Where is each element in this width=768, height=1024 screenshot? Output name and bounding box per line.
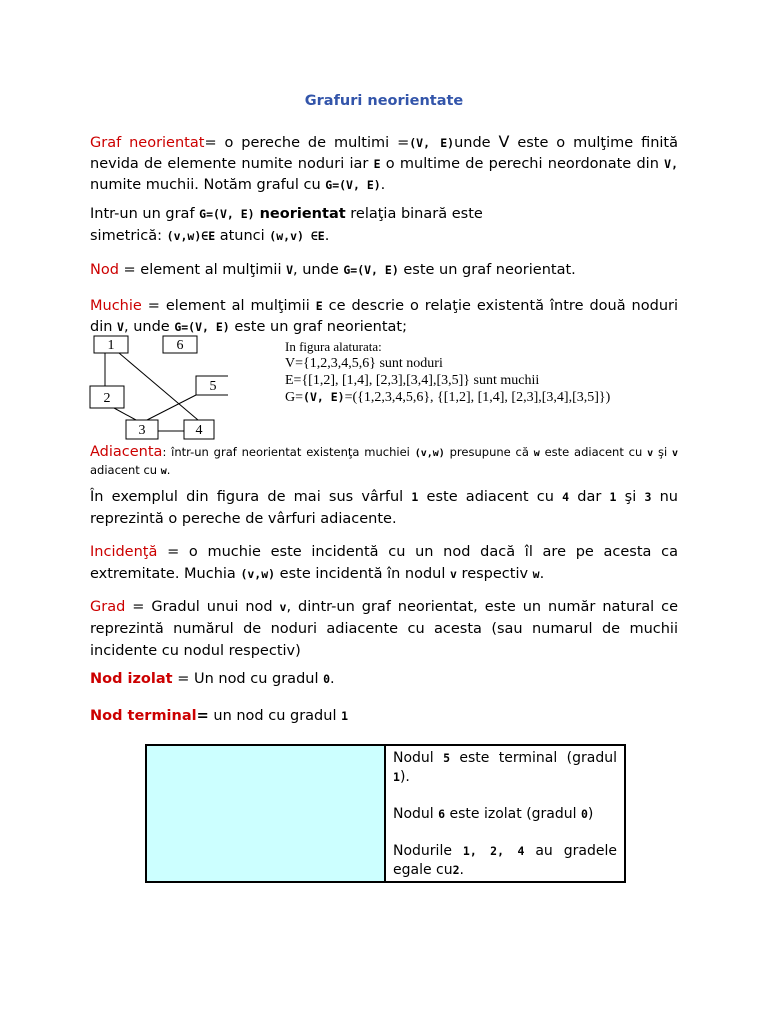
node-4 [184,420,214,439]
svg-text:5: 5 [209,379,217,394]
table-line-nod-6: Nodul 6 este izolat (gradul 0) [393,806,594,822]
definition-nod: Nod = element al mulţimii V, unde G=(V, E) este un graf neorientat. [90,262,576,278]
term-nod-terminal: Nod terminal [90,708,197,724]
node-1 [94,336,128,353]
table-line-noduri-1-2-4: Nodurile 1, 2, 4 au gradele egale cu2. [393,843,617,878]
svg-text:6: 6 [176,338,184,353]
table-line-nod-5: Nodul 5 este terminal (gradul 1). [393,750,617,785]
definition-nod-terminal: Nod terminal= un nod cu gradul 1 [90,708,349,724]
definition-graf-neorientat: Graf neorientat= o pereche de multimi =(V, E)unde V este o mulţime finită nevida de elemente numite noduri iar E o multime de perechi neordonate din V, numite muchii. Notăm graful cu G=(V, E). [90,132,678,193]
svg-text:3: 3 [138,423,146,438]
table-cell-text [393,749,617,880]
definition-muchie: Muchie = element al mulţimii E ce descrie o relaţie existentă între două noduri din V, unde G=(V, E) este un graf neorientat; [90,298,679,335]
definition-nod-izolat: Nod izolat = Un nod cu gradul 0. [90,671,335,687]
term-nod: Nod [90,262,119,278]
definition-grad: Grad = Gradul unui nod v, dintr-un graf neorientat, este un număr natural ce reprezintă numărul de noduri adiacente cu acesta (sau numarul de muchii incidente cu nodul respectiv) [90,599,678,659]
svg-text:4: 4 [195,423,203,438]
edge-3-5 [147,395,196,420]
term-graf-neorientat: Graf neorientat [90,135,205,151]
node-2 [90,386,124,408]
paragraph-simetrie: Intr-un un graf G=(V, E) neorientat relaţia binară este simetrică: (v,w)∈E atunci (w,v) ∈E. [90,206,483,244]
term-grad: Grad [90,599,126,615]
table-cell-empty [147,746,386,881]
paragraph-exemplu: În exemplul din figura de mai sus vârful 1 este adiacent cu 4 dar 1 şi 3 nu reprezintă o pereche de vârfuri adiacente. [90,489,678,527]
definition-adiacenta: Adiacenta: într-un graf neorientat existenţa muchiei (v,w) presupune că w este adiacent cu v şi v adiacent cu w. [90,444,679,477]
term-adiacenta: Adiacenta [90,444,163,460]
graph-figure [88,334,228,442]
term-incidenta: Incidenţă [90,544,158,560]
figure-caption: In figura alaturata: V={1,2,3,4,5,6} sunt noduri E={[1,2], [1,4], [2,3],[3,4],[3,5]} sunt muchii G=(V, E)=({1,2,3,4,5,6}, {[1,2], [1,4], [2,3],[3,4],[3,5]}) [285,339,611,405]
page-title: Grafuri neorientate [304,93,464,109]
term-muchie: Muchie [90,298,142,314]
node-5 [196,376,228,395]
node-6 [163,336,197,353]
svg-text:2: 2 [103,391,111,406]
term-nod-izolat: Nod izolat [90,671,173,687]
edge-1-4 [119,353,198,420]
svg-text:1: 1 [107,338,115,353]
edge-2-3 [114,408,136,420]
example-table [145,744,626,883]
node-3 [126,420,158,439]
definition-incidenta: Incidenţă = o muchie este incidentă cu un nod dacă îl are pe acesta ca extremitate. Muchia (v,w) este incidentă în nodul v respectiv w. [90,544,678,582]
